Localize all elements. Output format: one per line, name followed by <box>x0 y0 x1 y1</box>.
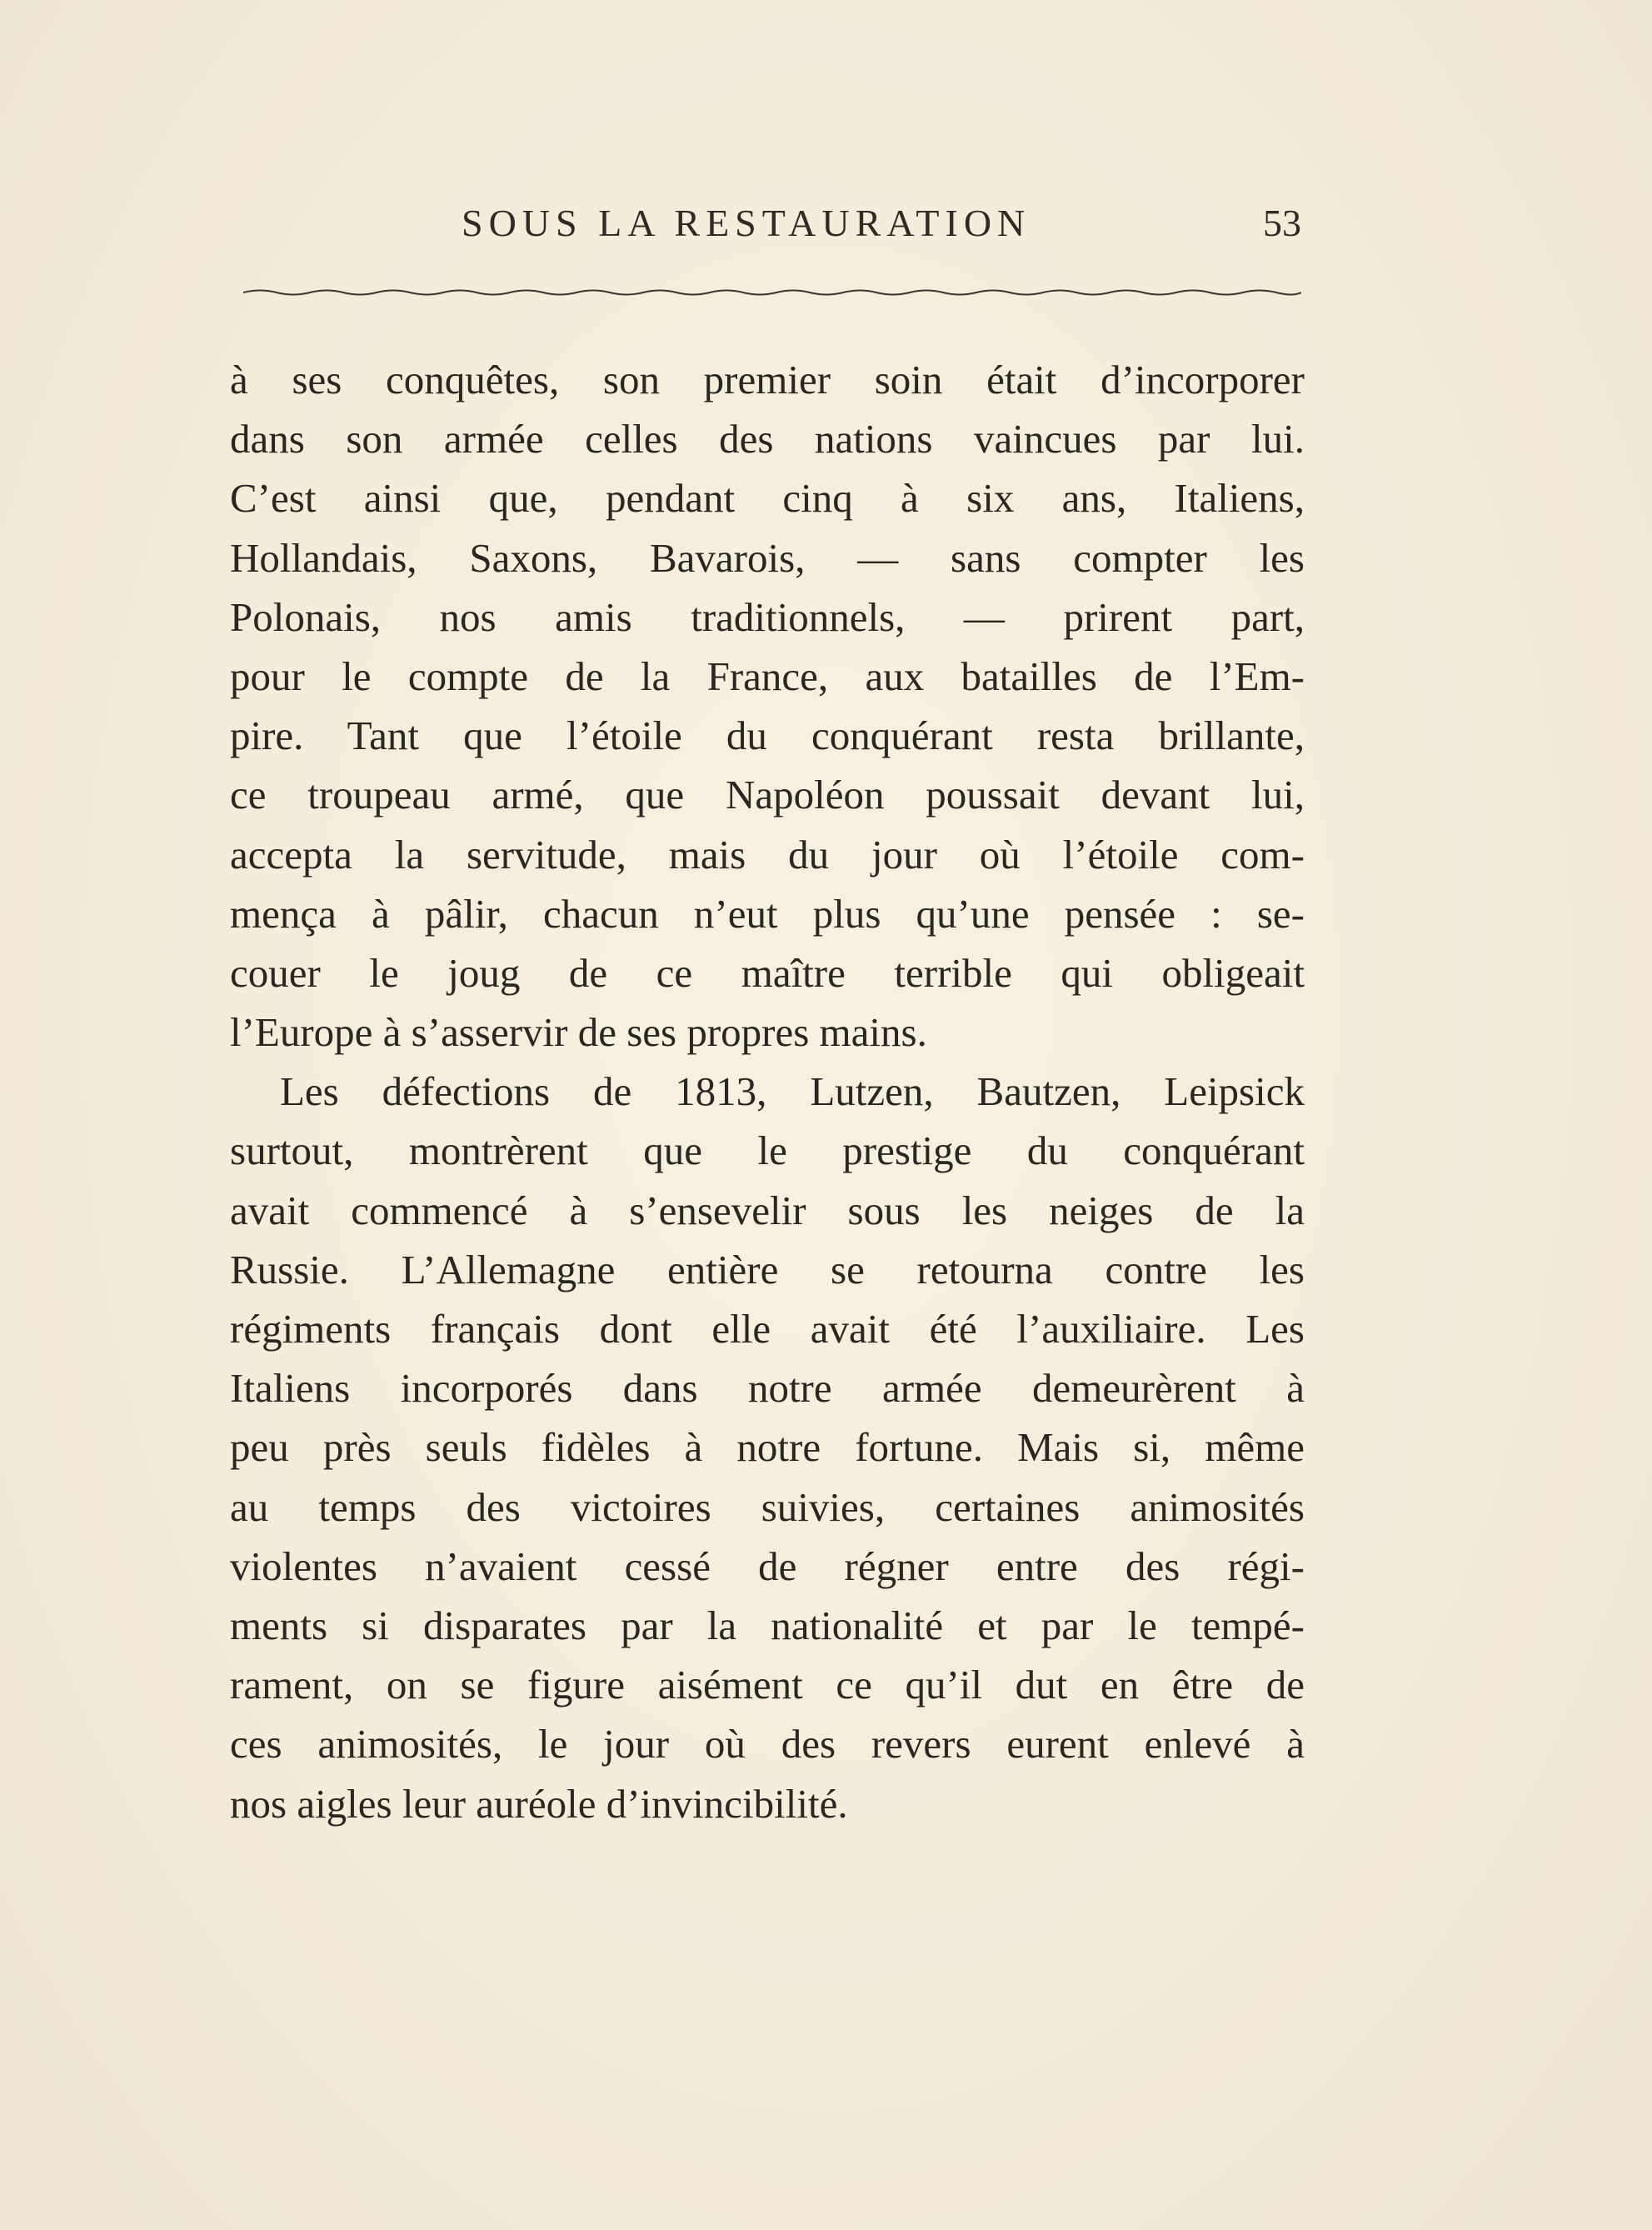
text-line: avait commencé à s’ensevelir sous les neiges de la <box>230 1187 1305 1233</box>
text-line: Russie. L’Allemagne entière se retourna contre les <box>230 1246 1305 1292</box>
text-line: mença à pâlir, chacun n’eut plus qu’une pensée : se- <box>230 890 1305 937</box>
text-line: dans son armée celles des nations vaincues par lui. <box>230 416 1305 462</box>
running-title: SOUS LA RESTAURATION <box>462 202 1031 244</box>
page-number: 53 <box>1263 202 1301 244</box>
paragraph-start-line: Les défections de 1813, Lutzen, Bautzen, Leipsick <box>280 1068 1305 1115</box>
text-line: rament, on se figure aisément ce qu’il dut en être de <box>230 1662 1305 1708</box>
text-line: pire. Tant que l’étoile du conquérant resta brillante, <box>230 712 1305 759</box>
text-line: au temps des victoires suivies, certaines animosités <box>230 1483 1305 1530</box>
text-line: C’est ainsi que, pendant cinq à six ans, Italiens, <box>230 475 1305 522</box>
text-line: nos aigles leur auréole d’invincibilité. <box>230 1780 848 1827</box>
text-line: l’Europe à s’asservir de ses propres mains. <box>230 1009 927 1056</box>
decorative-wavy-rule <box>243 287 1301 298</box>
text-line: surtout, montrèrent que le prestige du conquérant <box>230 1128 1305 1174</box>
text-line: ces animosités, le jour où des revers eurent enlevé à <box>230 1721 1305 1768</box>
text-line: accepta la servitude, mais du jour où l’étoile com- <box>230 831 1305 878</box>
text-line: violentes n’avaient cessé de régner entre des régi- <box>230 1542 1305 1589</box>
text-line: Italiens incorporés dans notre armée demeurèrent à <box>230 1365 1305 1412</box>
text-line: régiments français dont elle avait été l’auxiliaire. Les <box>230 1306 1305 1352</box>
text-line: Hollandais, Saxons, Bavarois, — sans compter les <box>230 534 1305 581</box>
text-line: Polonais, nos amis traditionnels, — prirent part, <box>230 593 1305 640</box>
text-line: ments si disparates par la nationalité et par le tempé- <box>230 1602 1305 1648</box>
text-line: peu près seuls fidèles à notre fortune. Mais si, même <box>230 1424 1305 1471</box>
text-line: couer le joug de ce maître terrible qui obligeait <box>230 949 1305 996</box>
text-line: pour le compte de la France, aux batailles de l’Em- <box>230 652 1305 699</box>
text-line: à ses conquêtes, son premier soin était d’incorporer <box>230 357 1305 402</box>
running-head <box>230 198 1301 257</box>
text-line: ce troupeau armé, que Napoléon poussait devant lui, <box>230 772 1305 818</box>
body-text <box>230 350 1305 1833</box>
